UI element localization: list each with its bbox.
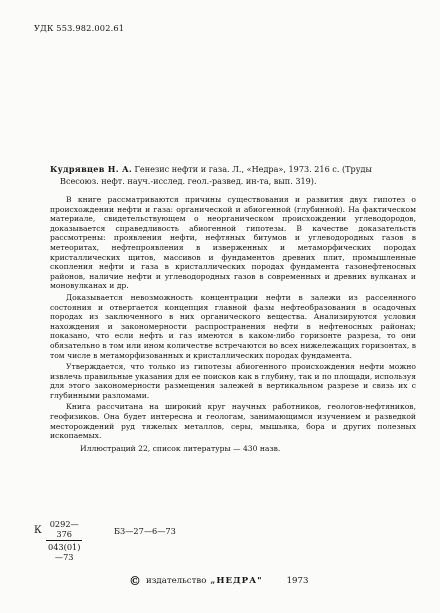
publisher-line: [128, 574, 308, 588]
illustrations-note: Иллюстраций 22, список литературы — 430 назв.: [80, 443, 281, 453]
code-fraction: [46, 519, 82, 562]
biblio-line-1: [50, 163, 414, 175]
abstract-paragraph: Утверждается, что только из гипотезы абиогенного происхождения нефти можно извлечь правильные указания для ее поисков как в глубину, так и по площади, используя для этого закономерности размещения залежей в вертикальном разрезе и связь их с глубинными разломами.: [50, 362, 416, 400]
bibliographic-entry: [50, 163, 414, 187]
biblio-line-2: Всесоюз. нефт. науч.-исслед. геол.-развед. ин-та, вып. 319).: [60, 176, 317, 186]
code-index: Б3—27—6—73: [114, 526, 176, 536]
copyright-icon: ©: [129, 574, 141, 588]
code-numerator: 0292—376: [46, 519, 82, 541]
abstract-paragraph: Книга рассчитана на широкий круг научных работников, геологов-нефтяников, геофизиков. Она будет интересна и геологам, занимающимся изучением и разведкой месторождений руд тяжелых металлов, серы, мышьяка, бора и других полезных ископаемых.: [50, 402, 416, 441]
abstract-paragraph: Доказывается невозможность концентрации нефти в залежи из рассеянного состояния и отвергается концепция главной фазы нефтеобразования в осадочных породах из заключенного в них органического вещества. Анализируются условия нахождения и закономерности распространения нефти в нефтеносных районах; показано, что если нефть и газ имеются в каком-либо горизонте разреза, то они обязательно в том или ином количестве встречаются во всех нижележащих горизонтах, в том числе в метаморфизованных и кристаллических породах фундамента.: [50, 292, 416, 360]
code-denominator: 043(01)—73: [48, 542, 81, 562]
code-letter: К: [34, 525, 42, 536]
publisher-name: „НЕДРА": [210, 576, 263, 586]
biblio-title-text: Генезис нефти и газа. Л., «Недра», 1973. 216 с. (Труды: [131, 164, 372, 174]
abstract: [50, 195, 416, 455]
publication-year: 1973: [286, 576, 309, 586]
abstract-paragraph: В книге рассматриваются причины существования и развития двух гипотез о происхождении нефти и газа: органической и абиогенной (глубинной). На фактическом материале, свидетельствующем о неорганическом происхождении углеводородов, доказывается справедливость абиогенной гипотезы. В качестве доказательств рассмотрены: проявления нефти, нефтяных битумов и углеводородных газов в метеоритах, нефтепроявления в изверженных и метаморфических породах кристаллических щитов, массивов и фундаментов древних плит, промышленные скопления нефти и газа в кристаллических породах фундамента газонефтеносных районов, наличие нефти и углеводородных газов в современных и древних вулканах и моновулканах и др.: [50, 195, 416, 291]
publisher-label: издательство: [146, 576, 207, 586]
author-name: Кудрявцев Н. А.: [50, 164, 132, 174]
udk-code: УДК 553.982.002.61: [34, 23, 125, 33]
